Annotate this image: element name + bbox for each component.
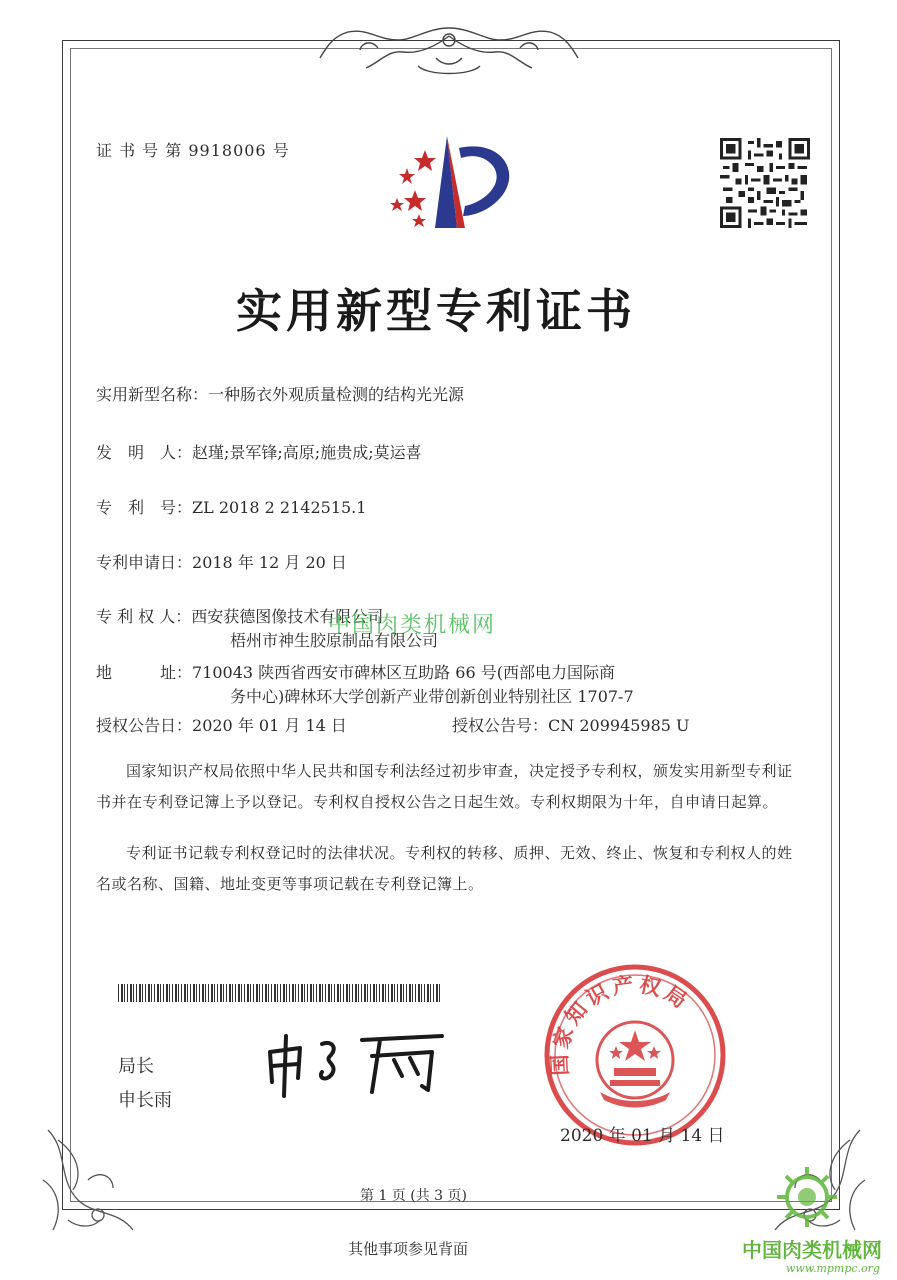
field-address-line2: 务中心)碑林环大学创新产业带创新创业特别社区 1707-7: [230, 687, 634, 706]
qr-code: [720, 138, 810, 228]
director-name: 申长雨: [118, 1090, 172, 1111]
field-patentee-line2: 梧州市神生胶原制品有限公司: [230, 631, 439, 650]
field-inventors: [96, 440, 422, 466]
seal-date: 2020 年 01 月 14 日: [560, 1126, 725, 1146]
director-signature: [262, 1030, 452, 1100]
field-label: 发 明 人：: [96, 443, 193, 462]
watermark-overlay-text: 中国肉类机械网: [328, 613, 497, 638]
field-value: ZL 2018 2 2142515.1: [192, 498, 367, 517]
gear-logo-icon: [772, 1162, 842, 1232]
field-label: 专 利 权 人：: [96, 607, 192, 626]
page-indicator: 第 1 页 (共 3 页): [360, 1188, 467, 1204]
field-value: CN 209945985 U: [548, 716, 690, 735]
footer-note: 其他事项参见背面: [348, 1240, 469, 1258]
certificate-number: 证 书 号 第 9918006 号: [96, 141, 290, 160]
field-application-date: [96, 550, 347, 576]
field-value: 2018 年 12 月 20 日: [192, 553, 347, 572]
barcode: [118, 984, 440, 1002]
field-label: 授权公告号：: [452, 716, 549, 735]
field-address: [96, 660, 615, 686]
field-label: 实用新型名称：: [96, 385, 209, 404]
field-grant-announcement-date: [96, 713, 347, 739]
field-utility-model-name: [96, 382, 464, 408]
field-label: 专 利 号：: [96, 498, 193, 517]
watermark-site-name: 中国肉类机械网: [742, 1238, 882, 1262]
statement-paragraph-1: 国家知识产权局依照中华人民共和国专利法经过初步审查，决定授予专利权，颁发实用新型专利证书并在专利登记簿上予以登记。专利权自授权公告之日起生效。专利权期限为十年，自申请日起算。: [96, 762, 793, 811]
field-value: 赵瑾;景军锋;高原;施贵成;莫运喜: [192, 443, 422, 462]
director-title: 局长: [118, 1056, 154, 1077]
bottom-left-ornament: [38, 1120, 138, 1250]
patent-office-emblem: [385, 128, 525, 238]
watermark-url: www.mpmpc.org: [786, 1262, 880, 1275]
field-value: 710043 陕西省西安市碑林区互助路 66 号(西部电力国际商: [192, 663, 615, 682]
svg-text:国家知识产权局: 国家知识产权局: [547, 972, 695, 1077]
field-value: 西安获德图像技术有限公司: [191, 607, 384, 626]
field-label: 授权公告日：: [96, 716, 193, 735]
field-value: 一种肠衣外观质量检测的结构光光源: [208, 385, 465, 404]
top-ornament: [318, 18, 580, 82]
field-grant-announcement-number: [452, 713, 690, 739]
statement-paragraph-2: 专利证书记载专利权登记时的法律状况。专利权的转移、质押、无效、终止、恢复和专利权人的姓名或名称、国籍、地址变更等事项记载在专利登记簿上。: [96, 844, 793, 893]
field-label: 专利申请日：: [96, 553, 193, 572]
field-value: 2020 年 01 月 14 日: [192, 716, 347, 735]
field-patent-number: [96, 495, 366, 521]
certificate-title: 实用新型专利证书: [236, 284, 636, 338]
field-label: 地 址：: [96, 663, 193, 682]
